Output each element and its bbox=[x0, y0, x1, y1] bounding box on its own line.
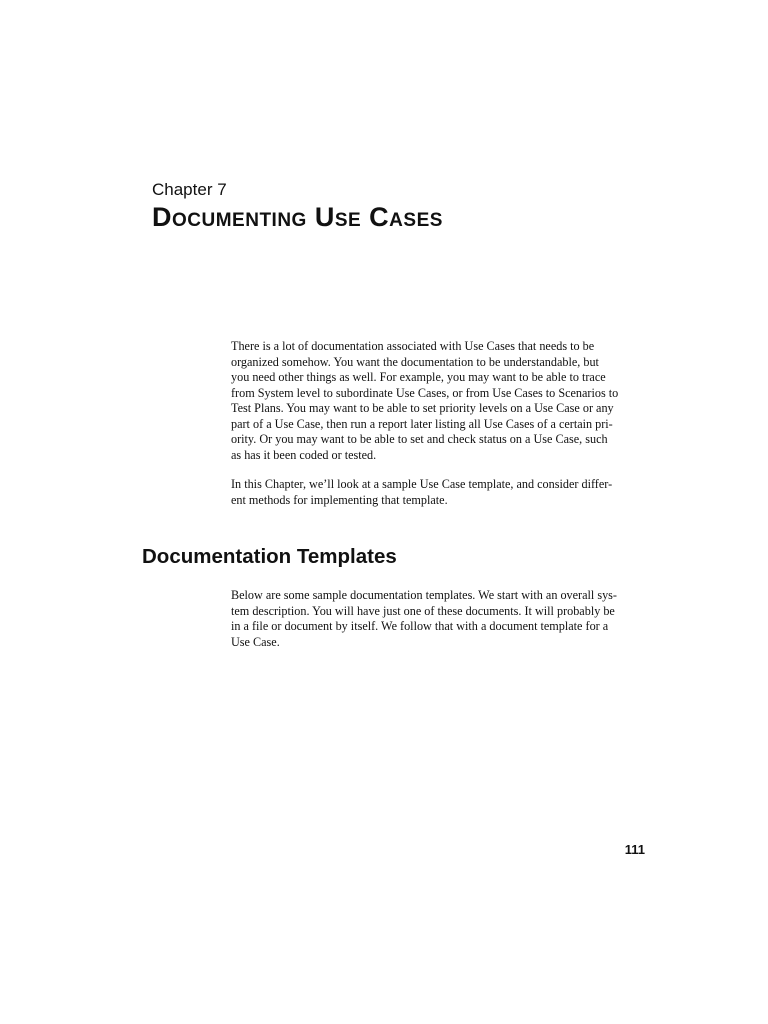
intro-paragraph-1 bbox=[231, 339, 647, 463]
chapter-title: Documenting Use Cases bbox=[152, 202, 443, 232]
text-line: Use Case. bbox=[231, 634, 280, 649]
text-line: ority. Or you may want to be able to set and check status on a Use Case, such bbox=[231, 432, 608, 446]
text-line: tem description. You will have just one of these documents. It will probably be bbox=[231, 603, 615, 618]
text-line: in a file or document by itself. We follow that with a document template for a bbox=[231, 619, 609, 633]
chapter-label: Chapter 7 bbox=[152, 180, 227, 199]
section-heading: Documentation Templates bbox=[142, 545, 397, 568]
text-line: There is a lot of documentation associated with Use Cases that needs to be bbox=[231, 339, 595, 353]
text-line: In this Chapter, we’ll look at a sample Use Case template, and consider differ- bbox=[231, 477, 613, 491]
text-line: Test Plans. You may want to be able to set priority levels on a Use Case or any bbox=[231, 401, 614, 415]
text-line: as has it been coded or tested. bbox=[231, 447, 377, 462]
text-line: organized somehow. You want the documentation to be understandable, but bbox=[231, 354, 599, 369]
text-line: from System level to subordinate Use Cases, or from Use Cases to Scenarios to bbox=[231, 385, 619, 400]
text-line: you need other things as well. For example, you may want to be able to trace bbox=[231, 370, 606, 384]
text-line: part of a Use Case, then run a report later listing all Use Cases of a certain pri- bbox=[231, 416, 613, 431]
section-paragraph bbox=[231, 588, 647, 650]
intro-paragraph-2 bbox=[231, 477, 647, 508]
page-number: 111 bbox=[624, 842, 645, 857]
text-line: Below are some sample documentation templates. We start with an overall sys- bbox=[231, 588, 617, 602]
text-line: ent methods for implementing that template. bbox=[231, 492, 448, 507]
